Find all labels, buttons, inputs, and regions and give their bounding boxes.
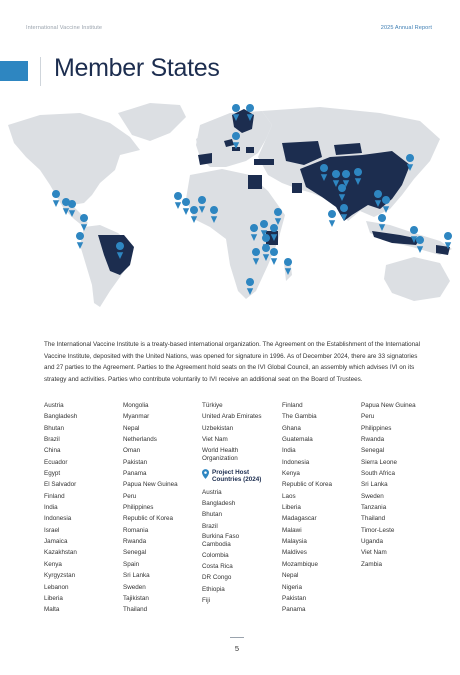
list-item: Spain bbox=[123, 560, 140, 568]
list-item: Burkina Faso bbox=[202, 532, 240, 540]
list-item: Pakistan bbox=[282, 594, 307, 602]
page-title: Member States bbox=[54, 54, 220, 82]
list-item: Colombia bbox=[202, 551, 229, 559]
list-item: El Salvador bbox=[44, 481, 77, 489]
list-item: Philippines bbox=[123, 504, 154, 512]
greenland bbox=[118, 103, 186, 141]
report-org-name: International Vaccine Institute bbox=[26, 25, 103, 31]
member-list-col-4 bbox=[282, 400, 332, 616]
map-pin-icon bbox=[174, 192, 182, 209]
list-item: Brazil bbox=[44, 436, 60, 444]
list-item: DR Congo bbox=[202, 574, 232, 582]
list-item: Kenya bbox=[282, 470, 300, 478]
member-list-col-2 bbox=[123, 400, 178, 616]
mongolia-highlight bbox=[334, 143, 362, 155]
list-item: Malta bbox=[44, 606, 60, 614]
north-america bbox=[8, 113, 140, 205]
list-item: Indonesia bbox=[282, 458, 310, 466]
list-item: Ghana bbox=[282, 424, 301, 432]
list-item: China bbox=[44, 447, 61, 455]
list-item: Oman bbox=[123, 447, 141, 455]
list-item: Liberia bbox=[282, 504, 301, 512]
list-item: Viet Nam bbox=[361, 549, 387, 557]
report-title: 2025 Annual Report bbox=[380, 25, 432, 31]
list-item: Senegal bbox=[361, 447, 385, 455]
list-item: Nepal bbox=[282, 572, 299, 580]
list-item: Finland bbox=[44, 492, 65, 500]
member-list-col-3 bbox=[202, 400, 280, 606]
list-item: Romania bbox=[123, 526, 149, 534]
list-item: Guatemala bbox=[282, 436, 313, 444]
map-pin-icon bbox=[328, 210, 336, 227]
list-item: Rwanda bbox=[123, 538, 147, 546]
map-pin-icon bbox=[202, 469, 209, 479]
list-item: Pakistan bbox=[123, 458, 148, 466]
australia bbox=[384, 257, 450, 301]
list-item: Ecuador bbox=[44, 458, 68, 466]
list-item: The Gambia bbox=[282, 413, 317, 421]
world-map bbox=[0, 95, 460, 320]
list-item: Papua New Guinea bbox=[361, 402, 416, 409]
list-item: Bhutan bbox=[44, 424, 64, 432]
list-item: Kyrgyzstan bbox=[44, 572, 76, 580]
list-item: Austria bbox=[202, 488, 222, 496]
list-item: Sweden bbox=[361, 492, 384, 500]
list-item: Papua New Guinea bbox=[123, 481, 178, 489]
list-item: Zambia bbox=[361, 560, 382, 568]
list-item: Madagascar bbox=[282, 515, 317, 523]
list-item: Thailand bbox=[123, 606, 148, 614]
list-item: World Health Organization bbox=[202, 446, 239, 462]
project-host-heading-label: Project Host Countries (2024) bbox=[212, 468, 262, 484]
list-item: Uganda bbox=[361, 538, 384, 546]
member-list-col-1 bbox=[44, 400, 77, 616]
list-item: Thailand bbox=[361, 515, 386, 523]
list-item: Netherlands bbox=[123, 436, 157, 444]
list-item: Nigeria bbox=[282, 583, 302, 591]
list-item: Republic of Korea bbox=[123, 515, 174, 523]
turkiye-highlight bbox=[254, 159, 274, 165]
list-item: Israel bbox=[44, 526, 60, 534]
list-item: Kenya bbox=[44, 560, 62, 568]
list-item: Rwanda bbox=[361, 436, 385, 444]
list-item: Costa Rica bbox=[202, 562, 233, 570]
list-item: Bangladesh bbox=[44, 413, 78, 421]
list-item: Liberia bbox=[44, 594, 63, 602]
list-item: Maldives bbox=[282, 549, 307, 557]
list-item: United Arab Emirates bbox=[202, 413, 262, 421]
list-item: India bbox=[282, 447, 296, 455]
list-item: Laos bbox=[282, 492, 296, 500]
list-item: Mozambique bbox=[282, 560, 319, 568]
list-item: Panama bbox=[282, 606, 306, 614]
list-item: Peru bbox=[123, 492, 137, 500]
list-item: Tanzania bbox=[361, 504, 387, 512]
page-number: 5 bbox=[234, 644, 240, 653]
list-item: Sri Lanka bbox=[361, 481, 388, 489]
intro-paragraph: The International Vaccine Institute is a treaty-based international organization. The Agreement on the Establishment of the International Vaccine Institute, deposited with the United Nations, was opened for signature in 1996. As of December 2024, there are 33 signatories and 27 parties to the Agreement. Parties to the Agreement hold seats on the IVI Global Council, an assembly which advises IVI on its strategy and activities. Parties who contribute voluntarily to IVI receive an additional seat on the Board of Trustees. bbox=[44, 341, 421, 383]
oman-highlight bbox=[292, 183, 302, 193]
list-item: Myanmar bbox=[123, 413, 150, 421]
list-item: Uzbekistan bbox=[202, 424, 234, 432]
list-item: Bhutan bbox=[202, 511, 222, 519]
project-host-heading bbox=[202, 469, 280, 484]
list-item: Malawi bbox=[282, 526, 302, 534]
list-item: Nepal bbox=[123, 424, 140, 432]
list-item: Sierra Leone bbox=[361, 458, 398, 466]
list-item: Austria bbox=[44, 402, 64, 409]
list-item: Lebanon bbox=[44, 583, 69, 591]
accent-bar bbox=[0, 61, 28, 81]
list-item: Bangladesh bbox=[202, 499, 236, 507]
title-divider bbox=[40, 57, 41, 86]
list-item: Senegal bbox=[123, 549, 147, 557]
list-item: Indonesia bbox=[44, 515, 72, 523]
romania-highlight bbox=[246, 147, 254, 153]
spain-highlight bbox=[198, 153, 212, 165]
list-item: Timor-Leste bbox=[361, 526, 395, 534]
list-item: Türkiye bbox=[202, 402, 223, 409]
footer-divider bbox=[230, 637, 244, 638]
list-item: Cambodia bbox=[202, 541, 231, 549]
list-item: Sweden bbox=[123, 583, 146, 591]
list-item: Ethiopia bbox=[202, 585, 225, 593]
list-item: Viet Nam bbox=[202, 436, 228, 444]
list-item: Kazakhstan bbox=[44, 549, 77, 557]
list-item: Tajikistan bbox=[123, 594, 149, 602]
map-pin-icon bbox=[182, 198, 190, 215]
list-item: Jamaica bbox=[44, 538, 68, 546]
list-item: Mongolia bbox=[123, 402, 149, 409]
list-item: Philippines bbox=[361, 424, 392, 432]
member-list-col-5 bbox=[361, 400, 416, 570]
list-item: Egypt bbox=[44, 470, 61, 478]
list-item: Malaysia bbox=[282, 538, 307, 546]
list-item: Brazil bbox=[202, 522, 218, 530]
list-item: South Africa bbox=[361, 470, 395, 478]
list-item: Peru bbox=[361, 413, 375, 421]
list-item: Fiji bbox=[202, 597, 211, 605]
egypt-highlight bbox=[248, 175, 262, 189]
list-item: Republic of Korea bbox=[282, 481, 333, 489]
list-item: Panama bbox=[123, 470, 147, 478]
list-item: India bbox=[44, 504, 58, 512]
list-item: Sri Lanka bbox=[123, 572, 150, 580]
list-item: Finland bbox=[282, 402, 303, 409]
